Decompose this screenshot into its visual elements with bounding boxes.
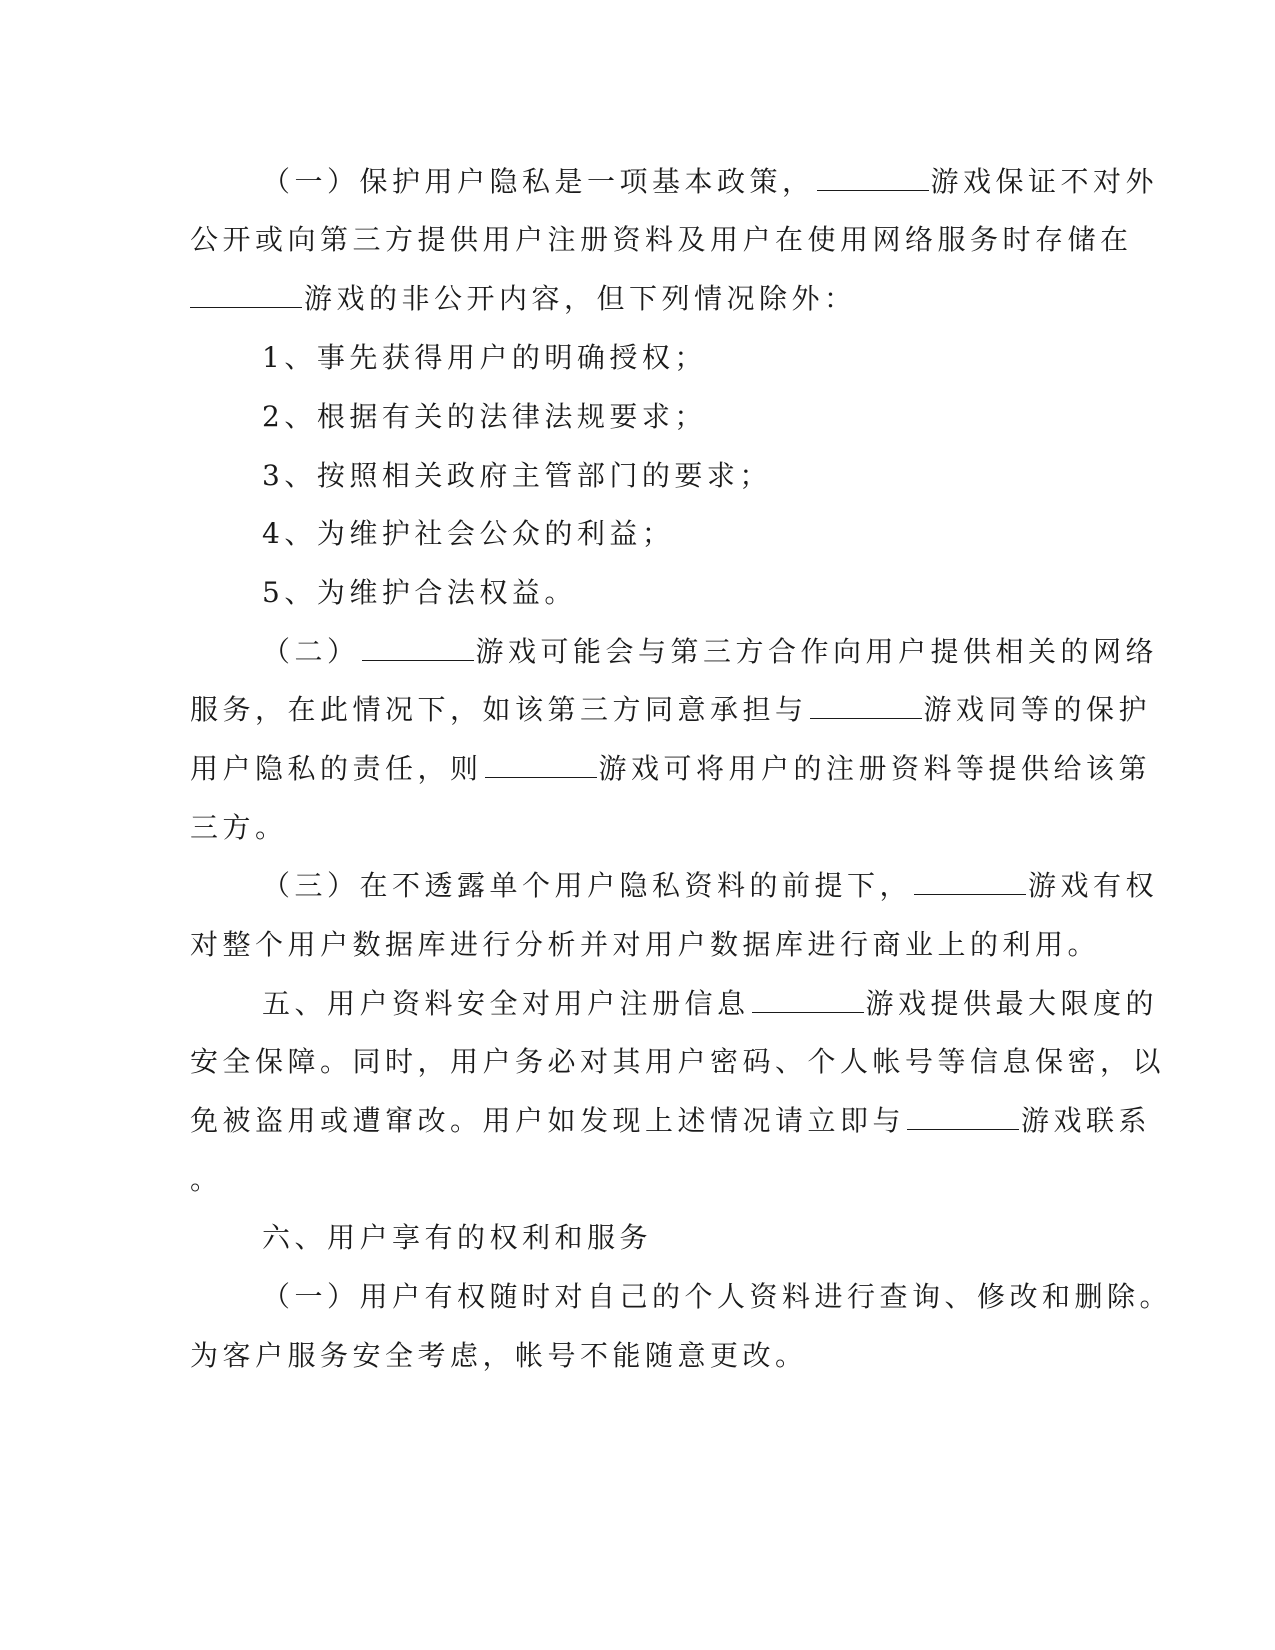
list-item-5: 5、为维护合法权益。 <box>262 576 577 609</box>
p2-line1-text-a: （二） <box>262 635 360 668</box>
p3-line1 <box>262 866 1162 906</box>
p1-line2: 公开或向第三方提供用户注册资料及用户在使用网络服务时存储在 <box>190 223 1133 256</box>
fill-in-blank <box>190 279 302 308</box>
fill-in-blank <box>362 632 474 661</box>
p1-line3 <box>190 279 1090 319</box>
p1-line1-text-a: （一）保护用户隐私是一项基本政策， <box>262 165 815 198</box>
p3-line1-text-a: （三）在不透露单个用户隐私资料的前提下， <box>262 869 913 902</box>
p4-line1-text-b: 游戏提供最大限度的 <box>865 987 1159 1020</box>
list-item-1: 1、事先获得用户的明确授权； <box>262 341 707 374</box>
p2-line1 <box>262 632 1162 672</box>
fill-in-blank <box>914 866 1026 895</box>
p2-line3-text-b: 游戏可将用户的注册资料等提供给该第 <box>598 752 1152 785</box>
list-item-2: 2、根据有关的法律法规要求； <box>262 400 707 433</box>
p2-line2-text-b: 游戏同等的保护 <box>923 693 1152 726</box>
p4-line3-text-b: 游戏联系 <box>1021 1104 1152 1137</box>
p2-line1-text-b: 游戏可能会与第三方合作向用户提供相关的网络 <box>475 635 1159 668</box>
p2-line3-text-a: 用户隐私的责任，则 <box>190 752 483 785</box>
p4-line2: 安全保障。同时，用户务必对其用户密码、个人帐号等信息保密，以 <box>190 1045 1166 1078</box>
p1-line1-text-b: 游戏保证不对外 <box>930 165 1159 198</box>
p2-line2 <box>190 690 1152 730</box>
p3-line1-text-b: 游戏有权 <box>1028 869 1159 902</box>
p1-line1 <box>262 162 1162 202</box>
fill-in-blank <box>817 162 929 191</box>
list-item-4: 4、为维护社会公众的利益； <box>262 517 675 550</box>
p4-line1 <box>262 984 1162 1024</box>
fill-in-blank <box>752 984 864 1013</box>
p1-line3-text: 游戏的非公开内容，但下列情况除外： <box>304 282 857 315</box>
p5-line1: （一）用户有权随时对自己的个人资料进行查询、修改和删除。 <box>262 1280 1173 1313</box>
p2-line3 <box>190 749 1152 789</box>
p4-line1-text-a: 五、用户资料安全对用户注册信息 <box>262 987 750 1020</box>
list-item-3: 3、按照相关政府主管部门的要求； <box>262 459 772 492</box>
p4-line4: 。 <box>190 1163 223 1196</box>
p4-line3-text-a: 免被盗用或遭窜改。用户如发现上述情况请立即与 <box>190 1104 906 1137</box>
fill-in-blank <box>907 1101 1019 1130</box>
p2-line2-text-a: 服务，在此情况下，如该第三方同意承担与 <box>190 693 808 726</box>
p3-line2: 对整个用户数据库进行分析并对用户数据库进行商业上的利用。 <box>190 928 1101 961</box>
fill-in-blank <box>810 690 922 719</box>
p2-line4: 三方。 <box>190 811 288 844</box>
section-heading-6: 六、用户享有的权利和服务 <box>262 1221 653 1254</box>
p4-line3 <box>190 1101 1152 1141</box>
fill-in-blank <box>485 749 597 778</box>
p5-line2: 为客户服务安全考虑，帐号不能随意更改。 <box>190 1339 808 1372</box>
